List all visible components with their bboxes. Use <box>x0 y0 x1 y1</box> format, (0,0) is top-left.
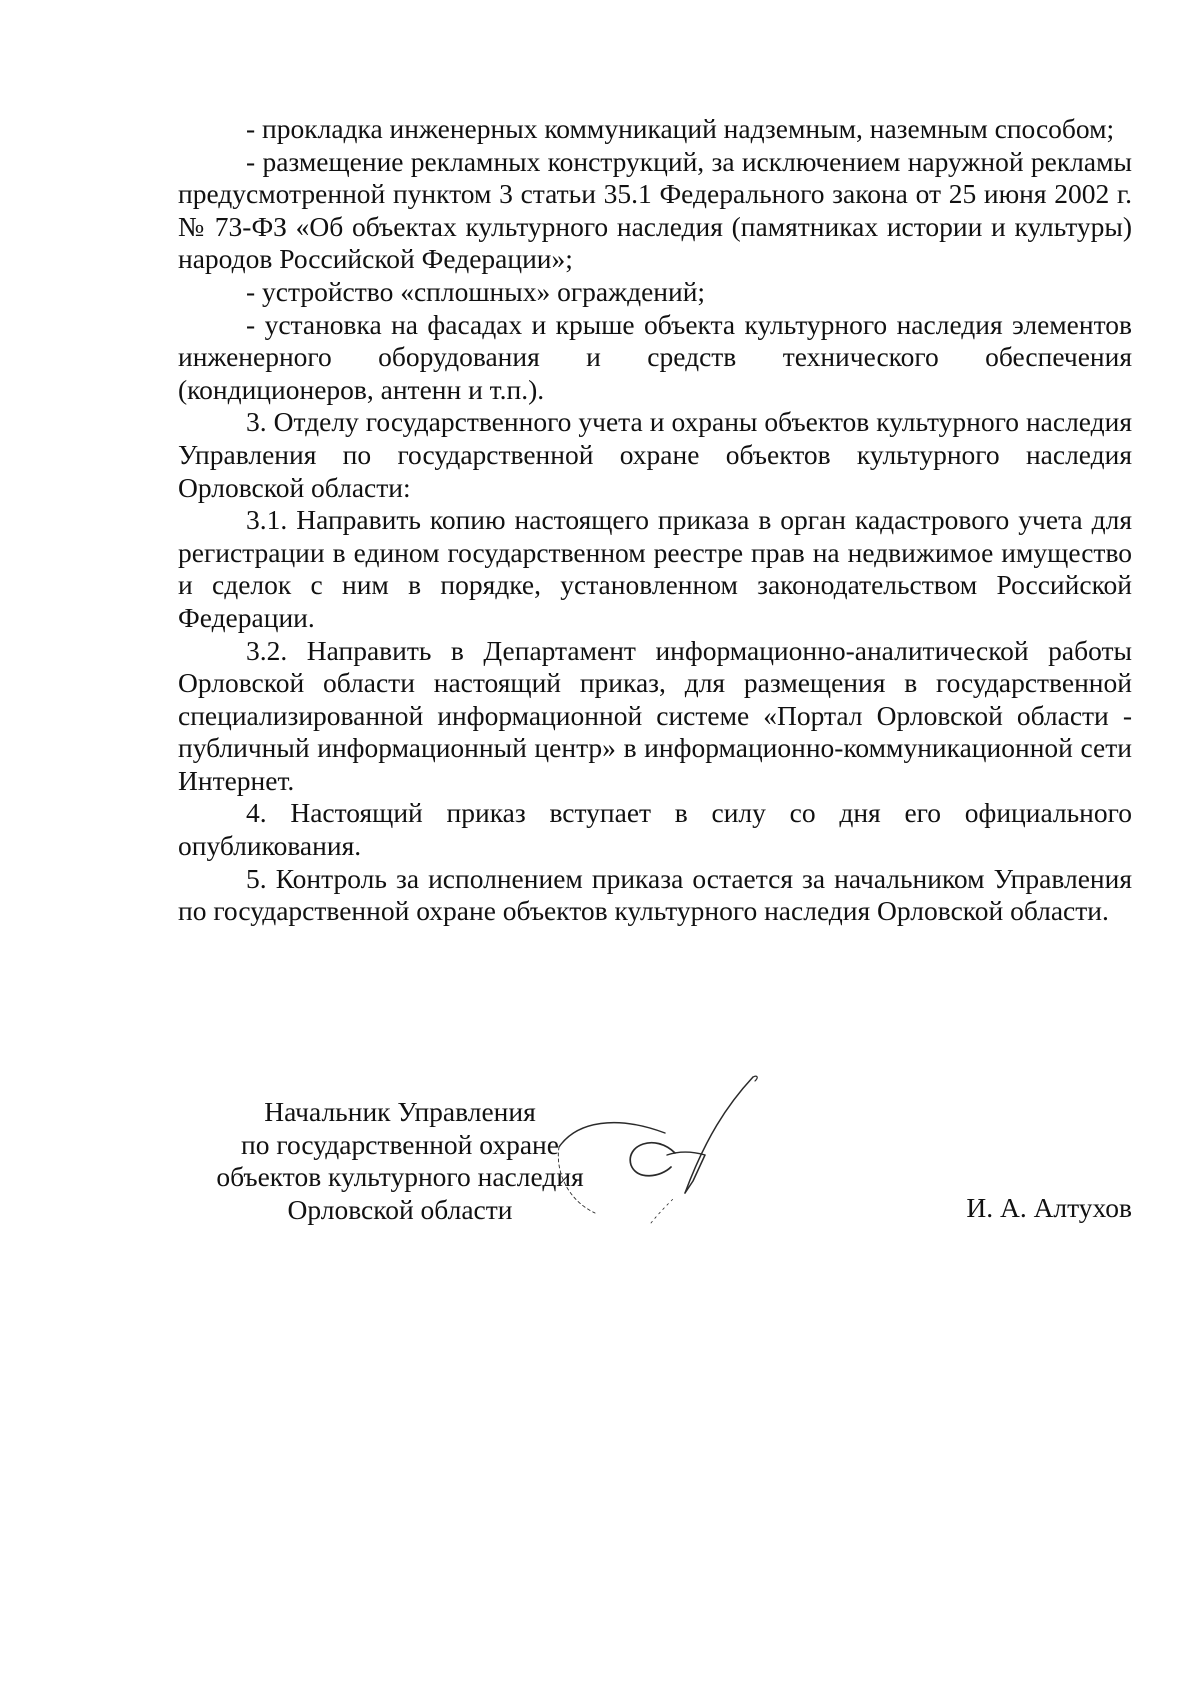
signatory-title <box>180 1096 620 1226</box>
signatory-title-line: Начальник Управления <box>264 1096 536 1127</box>
paragraph-item-5: 5. Контроль за исполнением приказа остается за начальником Управления по государственной охране объектов культурного наследия Орловской области. <box>178 862 1132 927</box>
paragraph-item-4: 4. Настоящий приказ вступает в силу со дня его официального опубликования. <box>178 797 1132 862</box>
document-body <box>178 113 1132 928</box>
paragraph-item-3-2: 3.2. Направить в Департамент информационно-аналитической работы Орловской области настоящий приказ, для размещения в государственной специализированной информационной системе «Портал Орловской области - публичный информационный центр» в информационно-коммуникационной сети Интернет. <box>178 634 1132 796</box>
signatory-name: И. А. Алтухов <box>966 1192 1132 1223</box>
paragraph-facade-equipment: - установка на фасадах и крыше объекта культурного наследия элементов инженерного оборудования и средств технического обеспечения (кондиционеров, антенн и т.п.). <box>178 308 1132 405</box>
handwritten-signature <box>555 1075 855 1275</box>
paragraph-item-3-1: 3.1. Направить копию настоящего приказа в орган кадастрового учета для регистрации в едином государственном реестре прав на недвижимое имущество и сделок с ним в порядке, установленном законодательством Российской Федерации. <box>178 504 1132 633</box>
signatory-title-line: Орловской области <box>287 1193 513 1225</box>
paragraph-item-3: 3. Отделу государственного учета и охраны объектов культурного наследия Управления по государственной охране объектов культурного наследия Орловской области: <box>178 406 1132 503</box>
signatory-title-line: по государственной охране <box>241 1128 559 1160</box>
paragraph-engineering-communications: - прокладка инженерных коммуникаций надземным, наземным способом; <box>246 113 1115 144</box>
paragraph-solid-fences: - устройство «сплошных» ограждений; <box>246 275 706 307</box>
signatory-title-line: объектов культурного наследия <box>216 1161 584 1193</box>
paragraph-advertising-structures: - размещение рекламных конструкций, за исключением наружной рекламы предусмотренной пунктом 3 статьи 35.1 Федерального закона от 25 июня 2002 г. № 73-ФЗ «Об объектах культурного наследия (памятниках истории и культуры) народов Российской Федерации»; <box>178 145 1132 275</box>
